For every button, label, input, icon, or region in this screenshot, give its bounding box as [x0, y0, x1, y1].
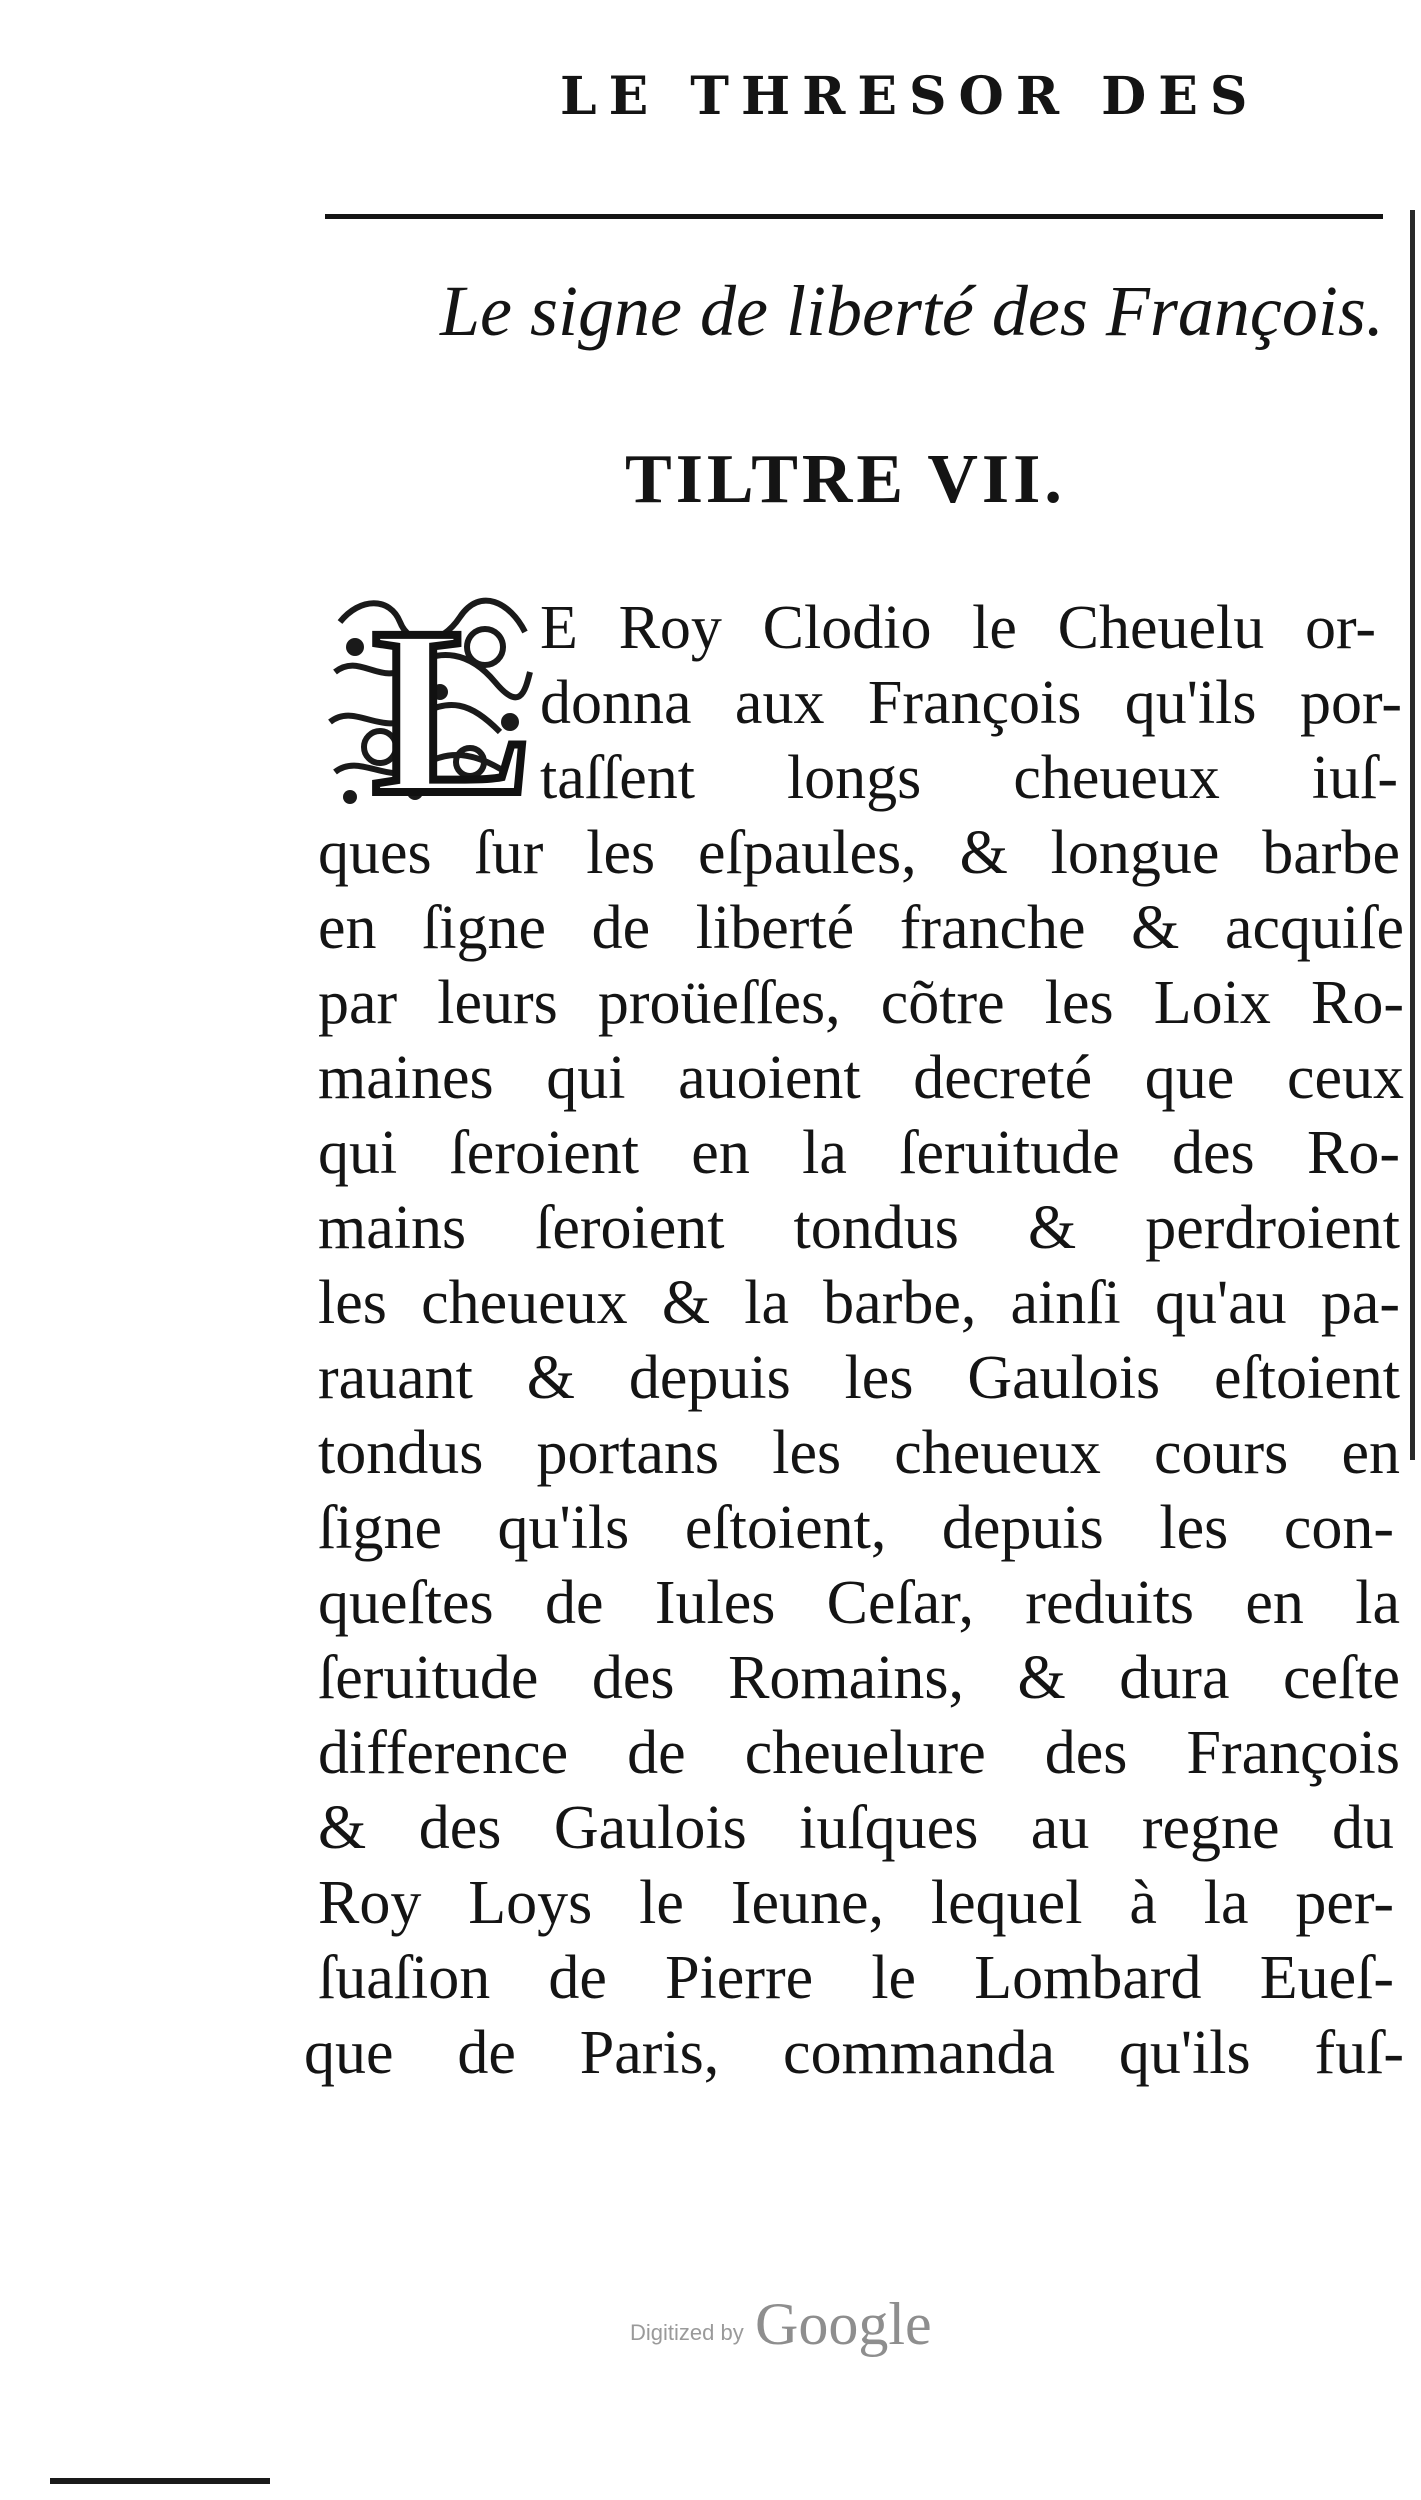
- text-line: ſigne qu'ils eſtoient, depuis les con-: [318, 1494, 1394, 1562]
- text-line: que de Paris, commanda qu'ils fuſ-: [304, 2019, 1404, 2087]
- text-line: ques ſur les eſpaules, & longue barbe: [318, 819, 1400, 887]
- text-line: qui ſeroient en la ſeruitude des Ro-: [318, 1119, 1400, 1187]
- text-line: en ſigne de liberté franche & acquiſe: [318, 894, 1404, 962]
- text-line: tondus portans les cheueux cours en: [318, 1419, 1400, 1487]
- text-line: queſtes de Iules Ceſar, reduits en la: [318, 1569, 1400, 1637]
- text-line: rauant & depuis les Gaulois eſtoient: [318, 1344, 1400, 1412]
- text-line: par leurs proüeſſes, cõtre les Loix Ro-: [318, 969, 1404, 1037]
- ornamental-initial: [320, 592, 538, 814]
- text-line: ſeruitude des Romains, & dura ceſte: [318, 1644, 1400, 1712]
- initial-letter: L: [372, 592, 533, 814]
- text-line: E Roy Clodio le Cheuelu or-: [540, 594, 1376, 662]
- text-line: taſſent longs cheueux iuſ-: [540, 744, 1398, 812]
- text-line: difference de cheuelure des François: [318, 1719, 1400, 1787]
- text-line: maines qui auoient decreté que ceux: [318, 1044, 1404, 1112]
- text-line: donna aux François qu'ils por-: [540, 669, 1402, 737]
- section-heading: TILTRE VII.: [625, 441, 1066, 518]
- header-rule: [325, 214, 1383, 219]
- text-line: & des Gaulois iuſques au regne du: [318, 1794, 1394, 1862]
- bottom-edge-mark: [50, 2478, 270, 2484]
- text-line: Roy Loys le Ieune, lequel à la per-: [318, 1869, 1394, 1937]
- text-line: ſuaſion de Pierre le Lombard Eueſ-: [318, 1944, 1394, 2012]
- watermark-prefix: Digitized by: [630, 2320, 744, 2345]
- page-edge-line: [1410, 210, 1415, 1460]
- digitized-watermark: [630, 2290, 950, 2360]
- text-line: les cheueux & la barbe, ainſi qu'au pa-: [318, 1269, 1400, 1337]
- running-head: LE THRESOR DES: [560, 66, 1260, 127]
- google-logo: Google: [755, 2291, 932, 2357]
- text-line: mains ſeroient tondus & perdroient: [318, 1194, 1400, 1262]
- section-title: Le signe de liberté des François.: [440, 271, 1384, 351]
